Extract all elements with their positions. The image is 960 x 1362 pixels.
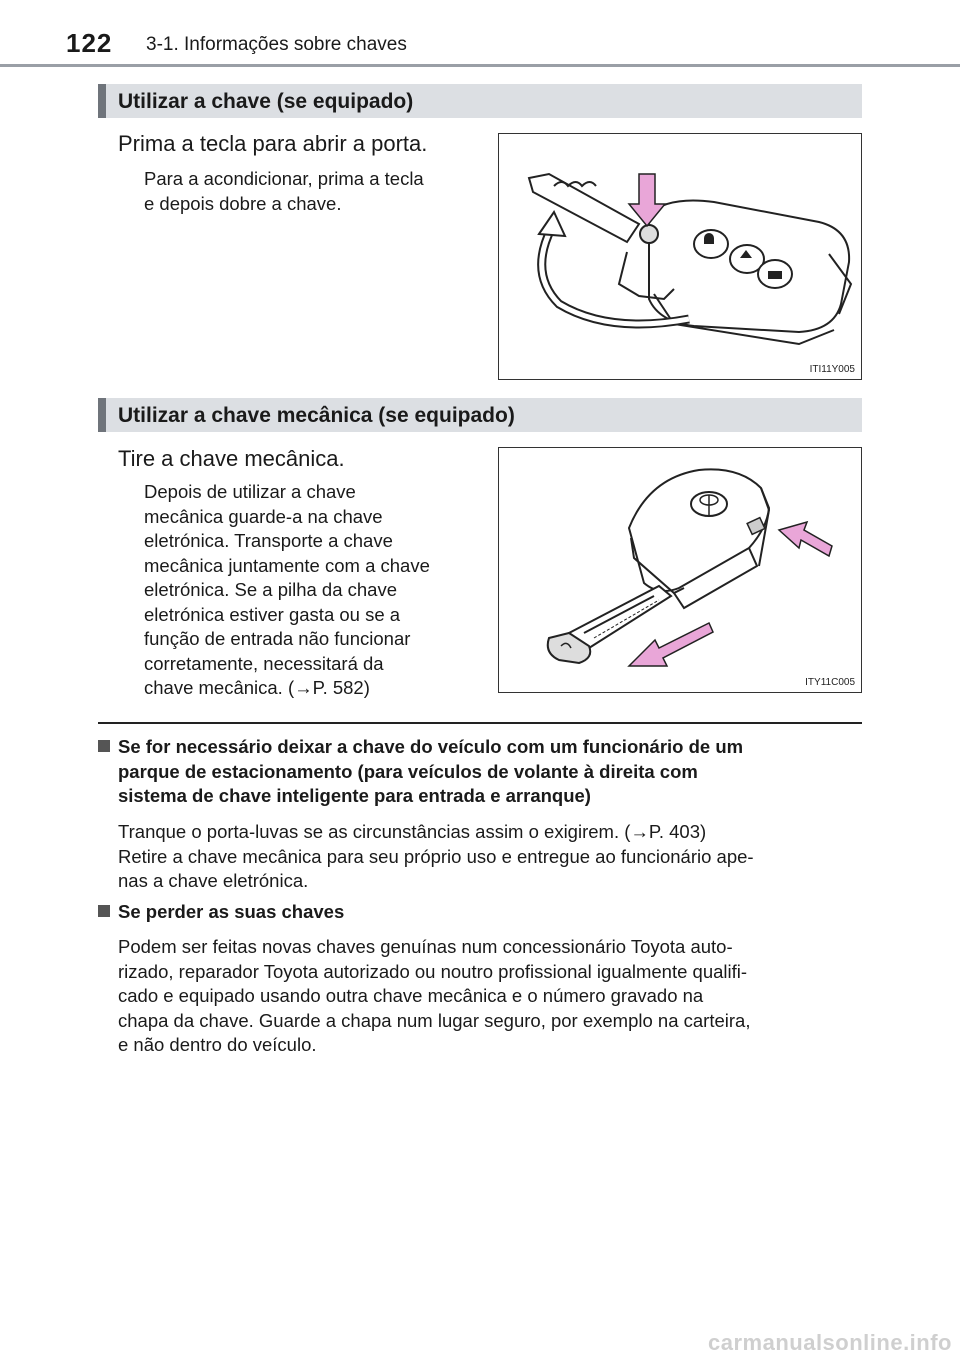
release-button <box>640 225 658 243</box>
mechanical-key-blade <box>569 586 671 648</box>
section-heading-mechanical-key <box>98 398 862 432</box>
bullet-square-icon <box>98 740 110 752</box>
step-title-open-key: Prima a tecla para abrir a porta. <box>118 131 428 156</box>
body-line: Retire a chave mecânica para seu próprio uso e entregue ao funcionário ape- <box>118 845 754 867</box>
watermark: carmanualsonline.info <box>708 1330 952 1355</box>
figure-mechanical-key <box>498 447 862 693</box>
section-heading-mechanical-key-text: Utilizar a chave mecânica (se equipado) <box>118 404 515 427</box>
note-line: eletrónica estiver gasta ou se a <box>144 603 401 625</box>
note-line: Depois de utilizar a chave <box>144 481 356 502</box>
chapter-title: 3-1. Informações sobre chaves <box>146 34 407 55</box>
info-body-valet <box>118 820 858 894</box>
step-note-open-key <box>144 167 478 216</box>
note-line: chave mecânica. (→P. 582) <box>144 677 370 698</box>
info-heading-line: Se perder as suas chaves <box>118 901 345 922</box>
info-body-lost-keys <box>118 935 858 1058</box>
step-title-remove-key: Tire a chave mecânica. <box>118 446 345 471</box>
figure-fold-key <box>498 133 862 380</box>
body-line: cado e equipado usando outra chave mecânica e o número gravado na <box>118 985 704 1006</box>
body-line: Podem ser feitas novas chaves genuínas num concessionário Toyota auto- <box>118 936 733 957</box>
bullet-square-icon <box>98 905 110 917</box>
pull-arrow <box>629 623 713 666</box>
info-heading-line: sistema de chave inteligente para entrada e arranque) <box>118 785 591 806</box>
figure-code: ITY11C005 <box>805 677 855 688</box>
body-line: chapa da chave. Guarde a chapa num lugar seguro, por exemplo na carteira, <box>118 1009 751 1031</box>
section-heading-key <box>98 84 862 118</box>
header-divider <box>0 64 960 67</box>
body-line: rizado, reparador Toyota autorizado ou noutro profissional igualmente qualifi- <box>118 960 748 982</box>
info-heading-line: parque de estacionamento (para veículos de volante à direita com <box>118 760 698 782</box>
note-line: eletrónica. Transporte a chave <box>144 530 393 551</box>
mechanical-key-illustration <box>499 448 861 692</box>
note-line: corretamente, necessitará da <box>144 652 384 674</box>
section-heading-key-text: Utilizar a chave (se equipado) <box>118 90 414 113</box>
body-line: e não dentro do veículo. <box>118 1034 317 1055</box>
body-line: nas a chave eletrónica. <box>118 870 309 891</box>
info-heading-lost-keys <box>98 900 862 925</box>
note-line: eletrónica. Se a pilha da chave <box>144 579 398 600</box>
info-heading-line: Se for necessário deixar a chave do veículo com um funcionário de um <box>118 736 744 757</box>
note-line: mecânica guarde-a na chave <box>144 505 383 527</box>
press-arrow <box>779 522 832 556</box>
page-number: 122 <box>66 28 113 58</box>
note-line: e depois dobre a chave. <box>144 192 342 214</box>
section-divider <box>98 722 862 724</box>
note-line: Para a acondicionar, prima a tecla <box>144 168 424 189</box>
step-note-remove-key <box>144 480 478 701</box>
folding-key-illustration <box>499 134 861 379</box>
note-line: mecânica juntamente com a chave <box>144 554 430 576</box>
figure-code: ITI11Y005 <box>809 364 855 375</box>
info-heading-valet <box>98 735 862 810</box>
body-line: Tranque o porta-luvas se as circunstâncias assim o exigirem. (→P. 403) <box>118 821 707 842</box>
note-line: função de entrada não funcionar <box>144 628 411 649</box>
